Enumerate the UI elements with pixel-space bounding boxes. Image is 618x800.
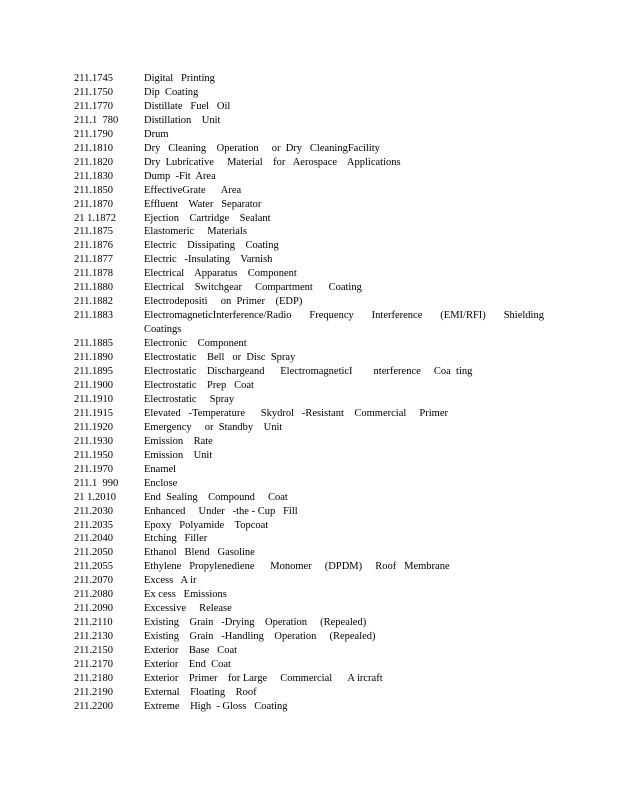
defined-term: Electrical Switchgear Compartment Coating (144, 282, 362, 294)
defined-term: Elastomeric Materials (144, 226, 247, 238)
list-item (74, 700, 544, 714)
list-item (74, 379, 544, 393)
defined-term: Extreme High - Gloss Coating (144, 700, 288, 712)
defined-term: Ejection Cartridge Sealant (144, 212, 271, 224)
defined-term: Emergency or Standby Unit (144, 421, 283, 433)
section-number: 211.1920 (74, 421, 113, 433)
list-item (74, 602, 544, 616)
defined-term: Exterior Primer for Large Commercial A ircraft (144, 672, 383, 684)
section-number: 211.2170 (74, 659, 113, 671)
list-item (74, 365, 544, 379)
list-item (74, 309, 544, 337)
defined-term: Drum (144, 128, 169, 140)
section-number: 211.1880 (74, 282, 113, 294)
term-word: Shielding (503, 310, 544, 322)
section-number: 211.1910 (74, 393, 113, 405)
defined-term: Dry Lubricative Material for Aerospace Applications (144, 156, 401, 168)
section-number: 211.1850 (74, 184, 113, 196)
defined-term: Distillation Unit (144, 114, 221, 126)
section-number: 211.2130 (74, 631, 113, 643)
list-item (74, 686, 544, 700)
list-item (74, 421, 544, 435)
section-number: 21 1.2010 (74, 491, 116, 503)
section-number: 211.1885 (74, 338, 113, 350)
section-number: 211.1820 (74, 156, 113, 168)
list-item (74, 560, 544, 574)
list-item (74, 546, 544, 560)
defined-term: Dump -Fit Area (144, 170, 216, 182)
defined-term: Electrostatic Spray (144, 393, 235, 405)
section-number: 211.2150 (74, 645, 113, 657)
defined-term: Enamel (144, 463, 177, 475)
section-number: 211.1875 (74, 226, 113, 238)
section-number: 211.1882 (74, 296, 113, 308)
list-item (74, 198, 544, 212)
section-number: 211.2190 (74, 686, 113, 698)
section-number: 211.1950 (74, 449, 113, 461)
section-number: 211.2050 (74, 547, 113, 559)
defined-term: Epoxy Polyamide Topcoat (144, 519, 269, 531)
list-item (74, 267, 544, 281)
section-number: 211.1830 (74, 170, 113, 182)
section-number: 211.1890 (74, 352, 113, 364)
defined-term: Effluent Water Separator (144, 198, 262, 210)
defined-term: External Floating Roof (144, 686, 257, 698)
list-item (74, 630, 544, 644)
definitions-list (74, 72, 544, 714)
defined-term: Existing Grain -Drying Operation (Repealed) (144, 617, 367, 629)
defined-term: End Sealing Compound Coat (144, 491, 288, 503)
list-item (74, 184, 544, 198)
term-word: Interference (371, 310, 423, 322)
section-number: 211.2080 (74, 589, 113, 601)
section-number: 211.1876 (74, 240, 113, 252)
defined-term: Electronic Component (144, 338, 247, 350)
list-item (74, 337, 544, 351)
defined-term: Elevated -Temperature Skydrol -Resistant Commercial Primer (144, 407, 448, 419)
section-number: 211.1878 (74, 268, 113, 280)
list-item (74, 128, 544, 142)
section-number: 211.1970 (74, 463, 113, 475)
defined-term: Existing Grain -Handling Operation (Repealed) (144, 631, 376, 643)
list-item (74, 491, 544, 505)
list-item (74, 644, 544, 658)
section-number: 211.1883 (74, 310, 113, 322)
section-number: 211.2030 (74, 505, 113, 517)
defined-term: Electrostatic Dischargeand ElectromagneticI nterference Coa ting (144, 366, 473, 378)
section-number: 211.1 780 (74, 114, 119, 126)
defined-term: Ex cess Emissions (144, 589, 227, 601)
list-item (74, 532, 544, 546)
list-item (74, 658, 544, 672)
list-item (74, 519, 544, 533)
section-number: 211.1900 (74, 379, 113, 391)
defined-term: Electrodepositi on Primer (EDP) (144, 296, 303, 308)
section-number: 211.2070 (74, 575, 113, 587)
list-item (74, 225, 544, 239)
defined-term: Electric Dissipating Coating (144, 240, 279, 252)
list-item (74, 407, 544, 421)
defined-term: EffectiveGrate Area (144, 184, 242, 196)
defined-term-line-2: Coatings (144, 324, 182, 336)
section-number: 211.1 990 (74, 477, 119, 489)
defined-term: Dip Coating (144, 86, 199, 98)
list-item (74, 574, 544, 588)
defined-term: Electrostatic Prep Coat (144, 379, 254, 391)
defined-term: Ethanol Blend Gasoline (144, 547, 255, 559)
term-word: ElectromagneticInterference/Radio (144, 310, 292, 322)
defined-term: Ethylene Propylenediene Monomer (DPDM) Roof Membrane (144, 561, 450, 573)
list-item (74, 477, 544, 491)
list-item (74, 393, 544, 407)
list-item (74, 156, 544, 170)
defined-term: Enhanced Under -the - Cup Fill (144, 505, 298, 517)
section-number: 211.1877 (74, 254, 113, 266)
section-number: 211.1770 (74, 100, 113, 112)
defined-term: Emission Rate (144, 435, 213, 447)
section-number: 211.2055 (74, 561, 113, 573)
list-item (74, 463, 544, 477)
defined-term: Excessive Release (144, 603, 232, 615)
defined-term: Excess A ir (144, 575, 197, 587)
term-word: Frequency (309, 310, 354, 322)
section-number: 211.1745 (74, 73, 113, 84)
list-item (74, 449, 544, 463)
list-item (74, 588, 544, 602)
defined-term: Electrical Apparatus Component (144, 268, 297, 280)
list-item (74, 86, 544, 100)
defined-term: Etching Filler (144, 533, 208, 545)
section-number: 211.1810 (74, 142, 113, 154)
defined-term: Emission Unit (144, 449, 213, 461)
defined-term: Exterior End Coat (144, 659, 231, 671)
section-number: 211.2180 (74, 672, 113, 684)
defined-term-line-1 (144, 309, 544, 323)
section-number: 211.2110 (74, 617, 113, 629)
list-item (74, 672, 544, 686)
list-item (74, 142, 544, 156)
section-number: 211.2035 (74, 519, 113, 531)
list-item (74, 72, 544, 86)
defined-term: Electric -Insulating Varnish (144, 254, 273, 266)
defined-term: Enclose (144, 477, 178, 489)
section-number: 211.1915 (74, 407, 113, 419)
section-number: 211.2090 (74, 603, 113, 615)
section-number: 211.2200 (74, 700, 113, 712)
list-item (74, 616, 544, 630)
list-item (74, 295, 544, 309)
section-number: 211.1870 (74, 198, 113, 210)
list-item (74, 100, 544, 114)
list-item (74, 212, 544, 226)
defined-term (144, 309, 544, 337)
section-number: 211.1790 (74, 128, 113, 140)
section-number: 211.1930 (74, 435, 113, 447)
section-number: 21 1.1872 (74, 212, 116, 224)
list-item (74, 281, 544, 295)
defined-term: Distillate Fuel Oil (144, 100, 231, 112)
defined-term: Dry Cleaning Operation or Dry CleaningFacility (144, 142, 380, 154)
list-item (74, 435, 544, 449)
list-item (74, 253, 544, 267)
list-item (74, 239, 544, 253)
section-number: 211.2040 (74, 533, 113, 545)
defined-term: Digital Printing (144, 73, 215, 84)
section-number: 211.1750 (74, 86, 113, 98)
list-item (74, 114, 544, 128)
list-item (74, 505, 544, 519)
list-item (74, 351, 544, 365)
term-word: (EMI/RFI) (440, 310, 486, 322)
defined-term: Exterior Base Coat (144, 645, 238, 657)
section-number: 211.1895 (74, 366, 113, 378)
defined-term: Electrostatic Bell or Disc Spray (144, 352, 296, 364)
list-item (74, 170, 544, 184)
